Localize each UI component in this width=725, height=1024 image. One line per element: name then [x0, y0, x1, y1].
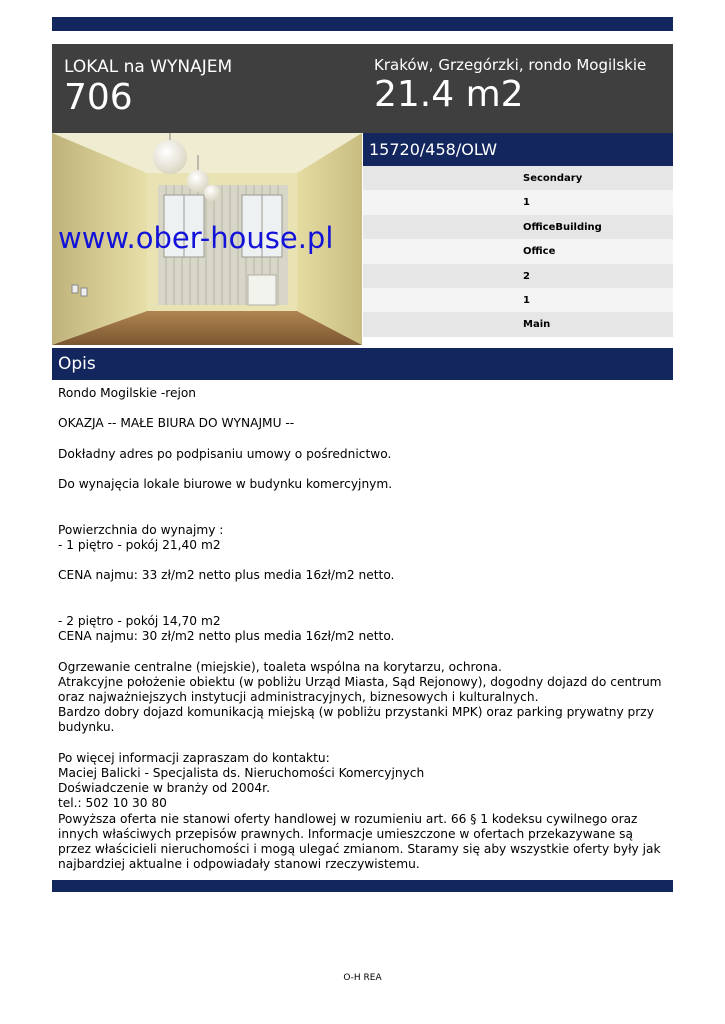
description-line: Bardzo dobry dojazd komunikacją miejską (w pobliżu przystanki MPK) oraz parking prywatny przy — [58, 705, 654, 720]
description-line: Ogrzewanie centralne (miejskie), toaleta wspólna na korytarzu, ochrona. — [58, 659, 502, 674]
property-value: 1 — [523, 197, 530, 209]
reference-bar — [363, 133, 673, 166]
description-line — [58, 508, 668, 523]
description-heading-bar — [52, 348, 673, 380]
property-photo — [52, 133, 362, 345]
description-line — [58, 736, 668, 751]
description-heading: Opis — [58, 354, 96, 374]
property-value: 1 — [523, 294, 530, 306]
description-line: Powierzchnia do wynajmy : — [58, 522, 224, 537]
listing-location: Kraków, Grzegórzki, rondo Mogilskie — [374, 56, 647, 74]
description-line: - 1 piętro - pokój 21,40 m2 — [58, 538, 221, 553]
description-line: tel.: 502 10 30 80 — [58, 796, 167, 811]
reference-number: 15720/458/OLW — [369, 140, 498, 159]
description-line: innych właściwych przepisów prawnych. Informacje umieszczone w ofertach przekazywane są — [58, 826, 633, 841]
bottom-decorative-bar — [52, 880, 673, 892]
description-line: Doświadczenie w branży od 2004r. — [58, 781, 270, 796]
property-row — [363, 166, 673, 190]
description-line: budynku. — [58, 720, 115, 735]
property-value: Office — [523, 246, 556, 258]
footer-text: O-H REA — [343, 973, 382, 983]
description-line: Rondo Mogilskie -rejon — [58, 386, 197, 400]
property-details-table — [363, 166, 673, 337]
property-value: OfficeBuilding — [523, 221, 602, 233]
description-line — [58, 492, 668, 507]
property-row — [363, 239, 673, 263]
description-line: Powyższa oferta nie stanowi oferty handlowej w rozumieniu art. 66 § 1 kodeksu cywilnego oraz — [58, 811, 638, 826]
listing-area: 21.4 m2 — [374, 74, 524, 115]
property-row — [363, 312, 673, 336]
listing-type: LOKAL na WYNAJEM — [64, 57, 233, 77]
description-line: CENA najmu: 33 zł/m2 netto plus media 16zł/m2 netto. — [58, 568, 395, 583]
description-line — [58, 462, 668, 477]
property-row — [363, 215, 673, 239]
description-line: OKAZJA -- MAŁE BIURA DO WYNAJMU -- — [58, 416, 295, 431]
description-line — [58, 599, 668, 614]
description-line: - 2 piętro - pokój 14,70 m2 — [58, 614, 221, 629]
description-line: Po więcej informacji zapraszam do kontaktu: — [58, 750, 330, 765]
description-body — [58, 386, 668, 873]
description-line: Maciej Balicki - Specjalista ds. Nieruchomości Komercyjnych — [58, 766, 425, 781]
property-row — [363, 288, 673, 312]
watermark-text: www.ober-house.pl — [58, 221, 334, 255]
property-value: Secondary — [523, 173, 583, 184]
description-line — [58, 401, 668, 416]
description-line: oraz najważniejszych instytucji administracyjnych, biznesowych i kulturalnych. — [58, 690, 539, 705]
top-decorative-bar — [52, 17, 673, 31]
description-line: przez właścicieli nieruchomości i mogą ulegać zmianom. Staramy się aby wszystkie oferty były jak — [58, 842, 661, 857]
property-row — [363, 190, 673, 214]
property-value: 2 — [523, 270, 530, 282]
description-line — [58, 584, 668, 599]
description-line: Atrakcyjne położenie obiektu (w pobliżu Urząd Miasta, Sąd Rejonowy), dogodny dojazd do centrum — [58, 674, 662, 689]
property-row — [363, 264, 673, 288]
description-line — [58, 432, 668, 447]
description-line — [58, 553, 668, 568]
description-line — [58, 644, 668, 659]
property-value: Main — [523, 319, 551, 331]
listing-header — [52, 44, 673, 133]
description-line: Do wynajęcia lokale biurowe w budynku komercyjnym. — [58, 477, 393, 492]
listing-number: 706 — [64, 77, 133, 118]
description-line: CENA najmu: 30 zł/m2 netto plus media 16zł/m2 netto. — [58, 629, 395, 644]
description-line: Dokładny adres po podpisaniu umowy o pośrednictwo. — [58, 446, 392, 461]
description-line: najbardziej aktualne i odpowiadały stanowi rzeczywistemu. — [58, 857, 420, 872]
